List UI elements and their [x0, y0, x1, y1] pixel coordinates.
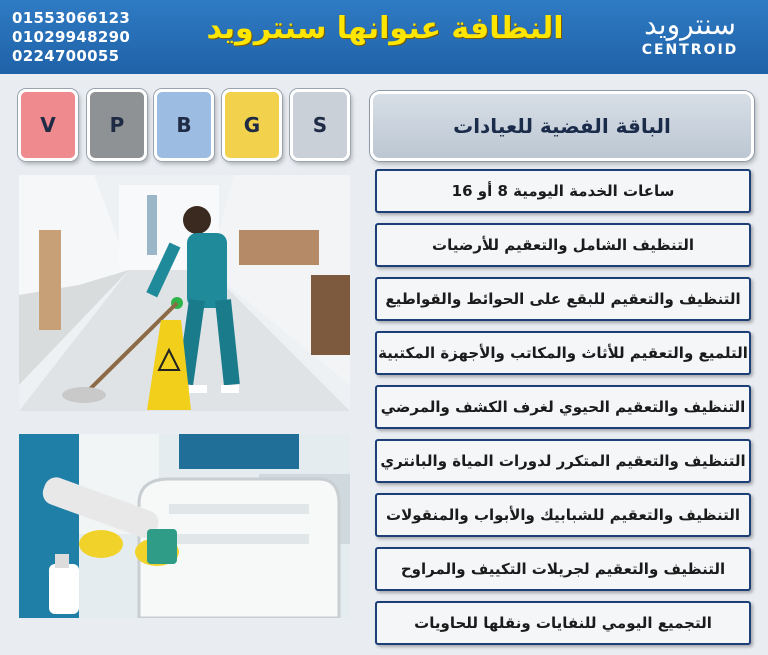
phone-number[interactable]: 01029948290 — [12, 28, 131, 46]
feature-item: التنظيف الشامل والتعقيم للأرضيات — [375, 223, 751, 267]
feature-item: التنظيف والتعقيم للشبابيك والأبواب والمنقولات — [375, 493, 751, 537]
package-tile-p[interactable] — [87, 89, 147, 161]
feature-list — [375, 169, 751, 655]
logo-arabic-text: سنترويد — [644, 8, 736, 41]
package-tile-s[interactable] — [290, 89, 350, 161]
feature-item: التنظيف والتعقيم المتكرر لدورات المياة والبانتري — [375, 439, 751, 483]
package-title: الباقة الفضية للعيادات — [370, 91, 754, 161]
tile-letter: P — [109, 113, 125, 137]
phone-list — [12, 9, 130, 66]
feature-item: التنظيف والتعقيم لجريلات التكييف والمراوح — [375, 547, 751, 591]
feature-item: التنظيف والتعقيم للبقع على الحوائط والقواطيع — [375, 277, 751, 321]
page-title: النظافة عنوانها سنترويد — [206, 11, 564, 46]
tile-letter: V — [40, 113, 56, 137]
tile-letter: B — [176, 113, 192, 137]
package-tile-v[interactable] — [18, 89, 78, 161]
logo-english-text: CENTROID — [641, 42, 739, 58]
tile-letter: G — [243, 113, 261, 137]
package-tile-g[interactable] — [222, 89, 282, 161]
centroid-logo — [630, 8, 750, 58]
phone-number[interactable]: 01553066123 — [12, 9, 131, 27]
package-tile-b[interactable] — [154, 89, 214, 161]
feature-item: التجميع اليومي للنفايات ونقلها للحاويات — [375, 601, 751, 645]
feature-item: التنظيف والتعقيم الحيوي لغرف الكشف والمرضي — [375, 385, 751, 429]
phone-number[interactable]: 0224700055 — [12, 47, 120, 65]
bed-cleaning-photo — [19, 434, 350, 618]
feature-item: ساعات الخدمة اليومية 8 أو 16 — [375, 169, 751, 213]
feature-item: التلميع والتعقيم للأثاث والمكاتب والأجهزة المكتبية — [375, 331, 751, 375]
header-banner — [0, 0, 768, 74]
corridor-cleaning-photo — [19, 175, 350, 411]
tile-letter: S — [312, 113, 328, 137]
